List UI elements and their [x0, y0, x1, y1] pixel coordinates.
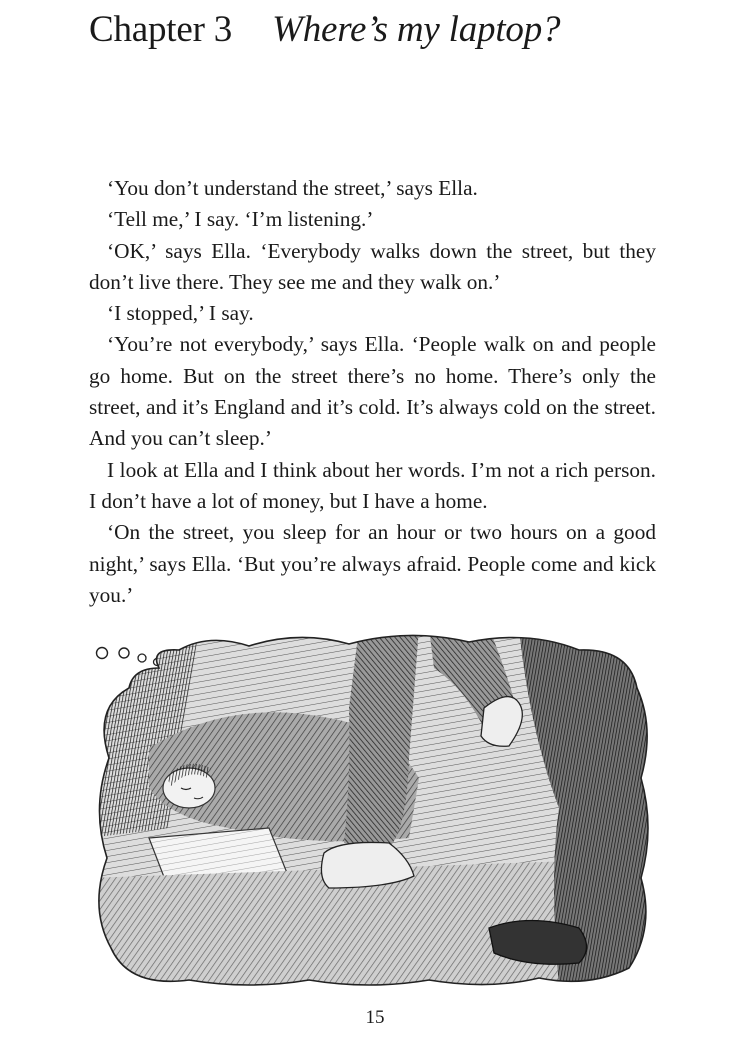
illustration-svg	[89, 628, 656, 986]
paragraph: ‘OK,’ says Ella. ‘Everybody walks down the street, but they don’t live there. They see me and they walk on.’	[89, 238, 656, 294]
paragraph: ‘Tell me,’ I say. ‘I’m listening.’	[107, 207, 374, 232]
paragraph: ‘You’re not everybody,’ says Ella. ‘People walk on and people go home. But on the street there’s no home. There’s only the street, and it’s England and it’s cold. It’s always cold on the street. And you can’t sleep.’	[89, 332, 656, 451]
dream-scene	[89, 628, 656, 986]
page-number: 15	[365, 1007, 385, 1028]
thought-bubble-icon	[119, 648, 129, 658]
chapter-number: Chapter 3	[89, 9, 233, 50]
chapter-heading	[89, 6, 560, 54]
paragraph: I look at Ella and I think about her words. I’m not a rich person. I don’t have a lot of money, but I have a home.	[89, 457, 656, 513]
thought-bubble-icon	[97, 648, 108, 659]
chapter-title: Where’s my laptop?	[272, 9, 561, 50]
thought-bubble-icon	[138, 654, 146, 662]
street-sleeping-illustration	[89, 628, 656, 986]
paragraph: ‘You don’t understand the street,’ says Ella.	[107, 176, 478, 200]
story-text	[89, 173, 656, 611]
paragraph: ‘I stopped,’ I say.	[107, 301, 254, 326]
paragraph: ‘On the street, you sleep for an hour or two hours on a good night,’ says Ella. ‘But you’re always afraid. People come and kick you.’	[89, 520, 656, 607]
